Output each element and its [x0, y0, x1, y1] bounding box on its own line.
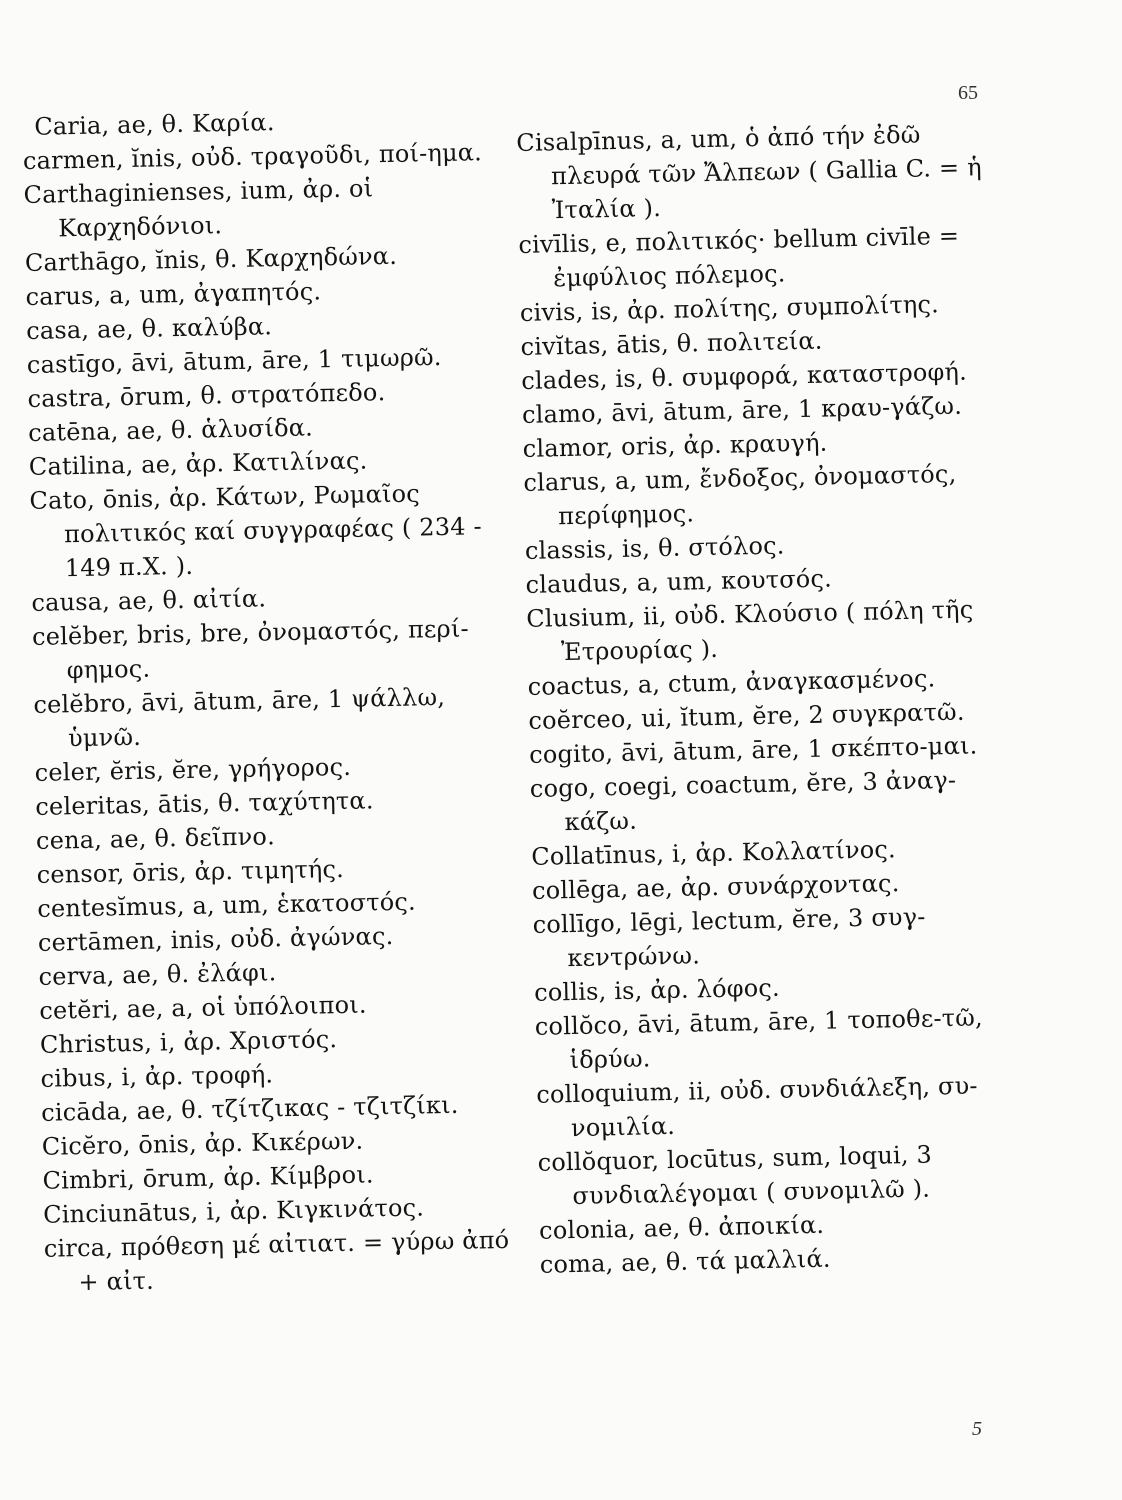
dictionary-entry: Cimbri, ōrum, ἀρ. Κίμβροι. — [42, 1160, 374, 1195]
dictionary-entry: colloquium, ii, οὐδ. συνδιάλεξη, συ-νομιλία. — [536, 1071, 978, 1143]
dictionary-entry: Cicĕro, ōnis, ἀρ. Κικέρων. — [41, 1126, 364, 1161]
dictionary-entry: collŏquor, locūtus, sum, loqui, 3 συνδιαλέγομαι ( συνομιλῶ ). — [537, 1140, 933, 1211]
dictionary-entry: celĕbro, āvi, ātum, āre, 1 ψάλλω, ὑμνῶ. — [33, 682, 446, 753]
dictionary-entry: cicāda, ae, θ. τζίτζικας - τζιτζίκι. — [40, 1090, 459, 1127]
dictionary-entry: clamor, oris, ἀρ. κραυγή. — [522, 428, 828, 463]
dictionary-entry: civīlis, e, πολιτικός· bellum civīle = ἐμφύλιος πόλεμος. — [518, 221, 960, 293]
dictionary-entry: carus, a, um, ἀγαπητός. — [25, 277, 322, 311]
dictionary-entry: cerva, ae, θ. ἐλάφι. — [38, 958, 277, 991]
dictionary-entry: collīgo, lēgi, lectum, ĕre, 3 συγ-κεντρώνω. — [532, 902, 926, 973]
dictionary-entry: coactus, a, ctum, ἀναγκασμένος. — [527, 664, 936, 701]
dictionary-entry: Carthāgo, ĭnis, θ. Καρχηδώνα. — [24, 241, 398, 277]
dictionary-entry: Cisalpīnus, a, um, ὁ ἀπό τήν ἐδῶ πλευρά τῶν Ἄλπεων ( Gallia C. = ἡ Ἰταλία ). — [516, 120, 983, 225]
dictionary-entry: Catilina, ae, ἀρ. Κατιλίνας. — [28, 446, 368, 481]
dictionary-entry: civis, is, ἀρ. πολίτης, συμπολίτης. — [519, 290, 940, 327]
dictionary-entry: censor, ōris, ἀρ. τιμητής. — [36, 854, 345, 889]
right-column — [516, 116, 1034, 1282]
dictionary-entry: catēna, ae, θ. ἁλυσίδα. — [27, 413, 314, 447]
dictionary-entry: cogo, coegi, coactum, ĕre, 3 ἀναγ-κάζω. — [529, 765, 957, 837]
left-column — [22, 101, 533, 1300]
dictionary-entry: civĭtas, ātis, θ. πολιτεία. — [520, 326, 823, 361]
dictionary-entry: Caria, ae, θ. Καρία. — [34, 108, 275, 141]
dictionary-entry: classis, is, θ. στόλος. — [524, 531, 785, 565]
dictionary-entry: cena, ae, θ. δεῖπνο. — [35, 822, 276, 855]
dictionary-entry: clarus, a, um, ἔνδοξος, ὀνομαστός, περίφημος. — [523, 459, 957, 531]
dictionary-entry: celĕber, bris, bre, ὀνομαστός, περί-φημος. — [31, 614, 470, 685]
dictionary-entry: centesĭmus, a, um, ἑκατοστός. — [37, 887, 417, 923]
dictionary-entry: Clusium, ii, οὐδ. Κλούσιο ( πόλη τῆς Ἐτρουρίας ). — [526, 595, 974, 667]
dictionary-entry: clamo, āvi, ātum, āre, 1 κραυ-γάζω. — [521, 391, 963, 429]
dictionary-entry: Cato, ōnis, ἀρ. Κάτων, Ρωμαῖος πολιτικός καί συγγραφέας ( 234 - 149 π.Χ. ). — [29, 479, 483, 583]
dictionary-entry: claudus, a, um, κουτσός. — [525, 564, 833, 599]
dictionary-entry: cibus, i, ἀρ. τροφή. — [40, 1060, 274, 1093]
signature-mark: 5 — [972, 1418, 982, 1440]
dictionary-entry: certāmen, inis, οὐδ. ἀγώνας. — [37, 922, 394, 957]
page-number: 65 — [958, 82, 978, 104]
dictionary-entry: cetĕri, ae, a, οἱ ὑπόλοιποι. — [39, 990, 367, 1025]
dictionary-entry: castra, ōrum, θ. στρατόπεδο. — [27, 378, 386, 413]
dictionary-entry: celer, ĕris, ĕre, γρήγορος. — [34, 752, 352, 787]
dictionary-entry: clades, is, θ. συμφορά, καταστροφή. — [521, 357, 968, 395]
dictionary-entry: carmen, ĭnis, οὐδ. τραγοῦδι, ποί-ημα. — [22, 138, 483, 175]
dictionary-entry: cogito, āvi, ātum, āre, 1 σκέπτο-μαι. — [528, 731, 978, 769]
dictionary-entry: colonia, ae, θ. ἀποικία. — [538, 1210, 825, 1245]
dictionary-entry: castīgo, āvi, ātum, āre, 1 τιμωρῶ. — [26, 342, 442, 379]
dictionary-entry: Carthaginienses, ium, ἀρ. οἱ Καρχηδόνιοι. — [23, 174, 374, 243]
dictionary-entry: casa, ae, θ. καλύβα. — [25, 312, 273, 345]
dictionary-entry: collis, is, ἀρ. λόφος. — [533, 973, 781, 1007]
dictionary-entry: Collatīnus, i, ἀρ. Κολλατίνος. — [531, 835, 897, 871]
dictionary-entry: Cinciunātus, i, ἀρ. Κιγκινάτος. — [42, 1193, 425, 1229]
dictionary-entry: causa, ae, θ. αἰτία. — [31, 584, 267, 617]
dictionary-entry: coĕrceo, ui, ĭtum, ĕre, 2 συγκρατῶ. — [528, 697, 965, 735]
dictionary-entry: collēga, ae, ἀρ. συνάρχοντας. — [531, 869, 900, 905]
dictionary-entry: collŏco, āvi, ātum, āre, 1 τοποθε-τῶ, ἱδρύω. — [534, 1003, 984, 1075]
dictionary-entry: Christus, i, ἀρ. Χριστός. — [39, 1025, 338, 1059]
dictionary-entry: coma, ae, θ. τά μαλλιά. — [539, 1244, 831, 1279]
dictionary-entry: celeritas, ātis, θ. ταχύτητα. — [35, 786, 374, 821]
dictionary-entry: circa, πρόθεση μέ αἰτιατ. = γύρω ἀπό + αἰτ. — [43, 1225, 510, 1297]
